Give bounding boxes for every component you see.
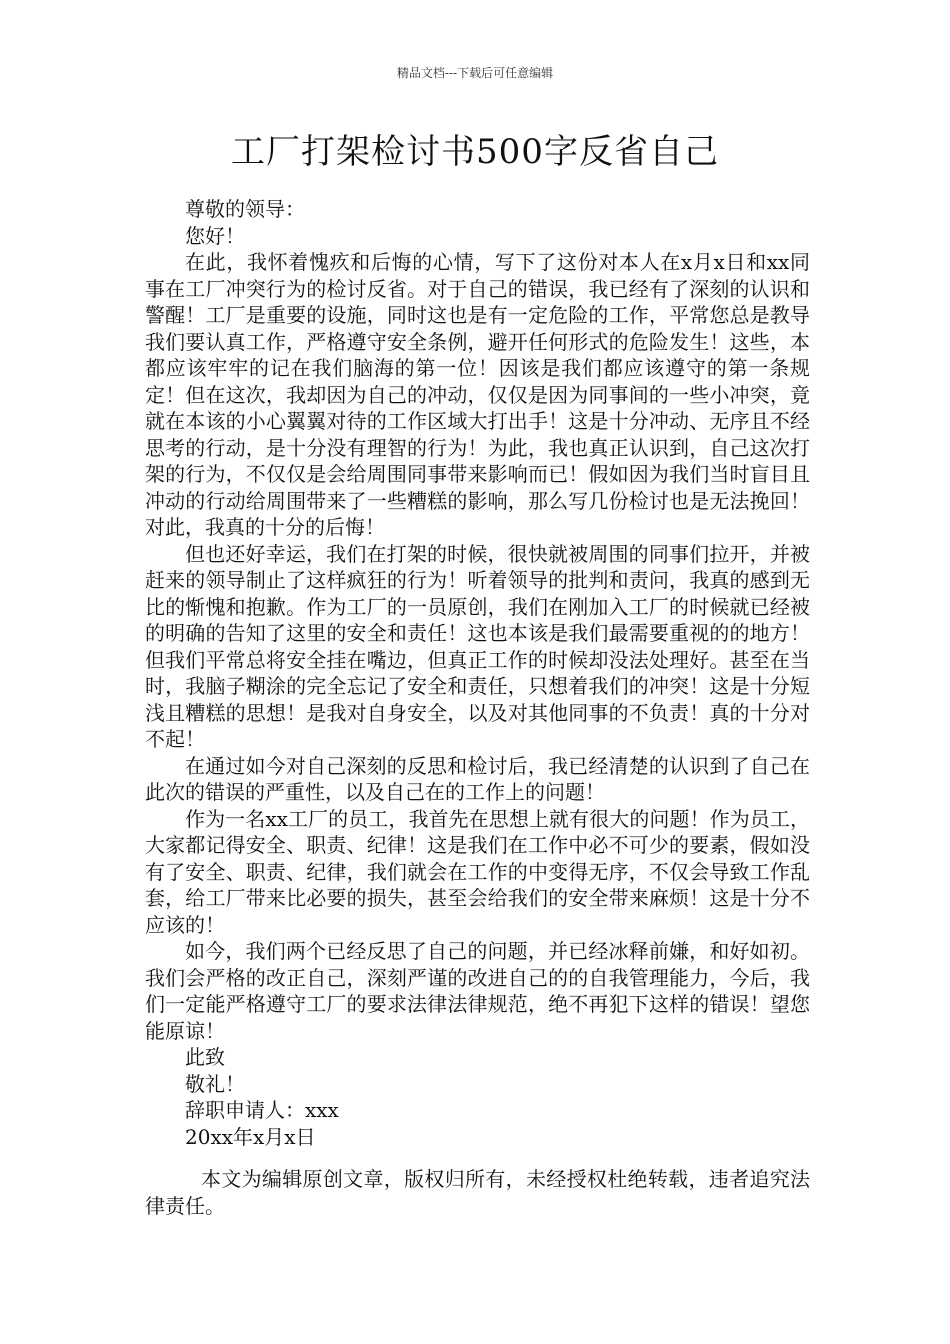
copyright-text: 本文为编辑原创文章，版权归所有，未经授权杜绝转载，违者追究法律责任。 — [145, 1167, 810, 1218]
document-header-note: 精品文档---下载后可任意编辑 — [396, 66, 554, 80]
date-line: 20xx年x月x日 — [185, 1124, 316, 1149]
document-title: 工厂打架检讨书500字反省自己 — [231, 132, 719, 172]
letter-body — [145, 196, 810, 1150]
body-paragraph: 作为一名xx工厂的员工，我首先在思想上就有很大的问题！作为员工，大家都记得安全、职责、纪律！这是我们在工作中必不可少的要素，假如没有了安全、职责、纪律，我们就会在工作的中变得无序，不仅会导致工作乱套，给工厂带来比必要的损失，甚至会给我们的安全带来麻烦！这是十分不应该的！ — [145, 806, 810, 937]
signature-line: 辞职申请人：xxx — [185, 1098, 339, 1122]
body-paragraph: 在通过如今对自己深刻的反思和检讨后，我已经清楚的认识到了自己在此次的错误的严重性，以及自己在的工作上的问题！ — [145, 753, 810, 804]
copyright-note — [145, 1166, 810, 1220]
body-paragraph: 但也还好幸运，我们在打架的时候，很快就被周围的同事们拉开，并被赶来的领导制止了这样疯狂的行为！听着领导的批判和责问，我真的感到无比的惭愧和抱歉。作为工厂的一员原创，我们在刚加入工厂的时候就已经被的明确的告知了这里的安全和责任！这也本该是我们最需要重视的的地方！但我们平常总将安全挂在嘴边，但真正工作的时候却没法处理好。甚至在当时，我脑子糊涂的完全忘记了安全和责任，只想着我们的冲突！这是十分短浅且糟糕的思想！是我对自身安全，以及对其他同事的不负责！真的十分对不起！ — [145, 541, 810, 751]
salutation: 尊敬的领导： — [185, 197, 305, 221]
closing-line: 此致 — [185, 1045, 225, 1069]
body-paragraph: 如今，我们两个已经反思了自己的问题，并已经冰释前嫌，和好如初。我们会严格的改正自己，深刻严谨的改进自己的的自我管理能力，今后，我们一定能严格遵守工厂的要求法律法律规范，绝不再犯下这样的错误！望您能原谅！ — [145, 939, 810, 1043]
closing-regards: 敬礼！ — [185, 1071, 245, 1096]
body-paragraph: 在此，我怀着愧疚和后悔的心情，写下了这份对本人在x月x日和xx同事在工厂冲突行为的检讨反省。对于自己的错误，我已经有了深刻的认识和警醒！工厂是重要的设施，同时这也是有一定危险的工作，平常您总是教导我们要认真工作，严格遵守安全条例，避开任何形式的危险发生！这些，本都应该牢牢的记在我们脑海的第一位！因该是我们都应该遵守的第一条规定！但在这次，我却因为自己的冲动，仅仅是因为同事间的一些小冲突，竟就在本该的小心翼翼对待的工作区域大打出手！这是十分冲动、无序且不经思考的行动，是十分没有理智的行为！为此，我也真正认识到，自己这次打架的行为，不仅仅是会给周围同事带来影响而已！假如因为我们当时盲目且冲动的行动给周围带来了一些糟糕的影响，那么写几份检讨也是无法挽回！对此，我真的十分的后悔！ — [145, 250, 810, 539]
greeting: 您好！ — [185, 223, 245, 248]
